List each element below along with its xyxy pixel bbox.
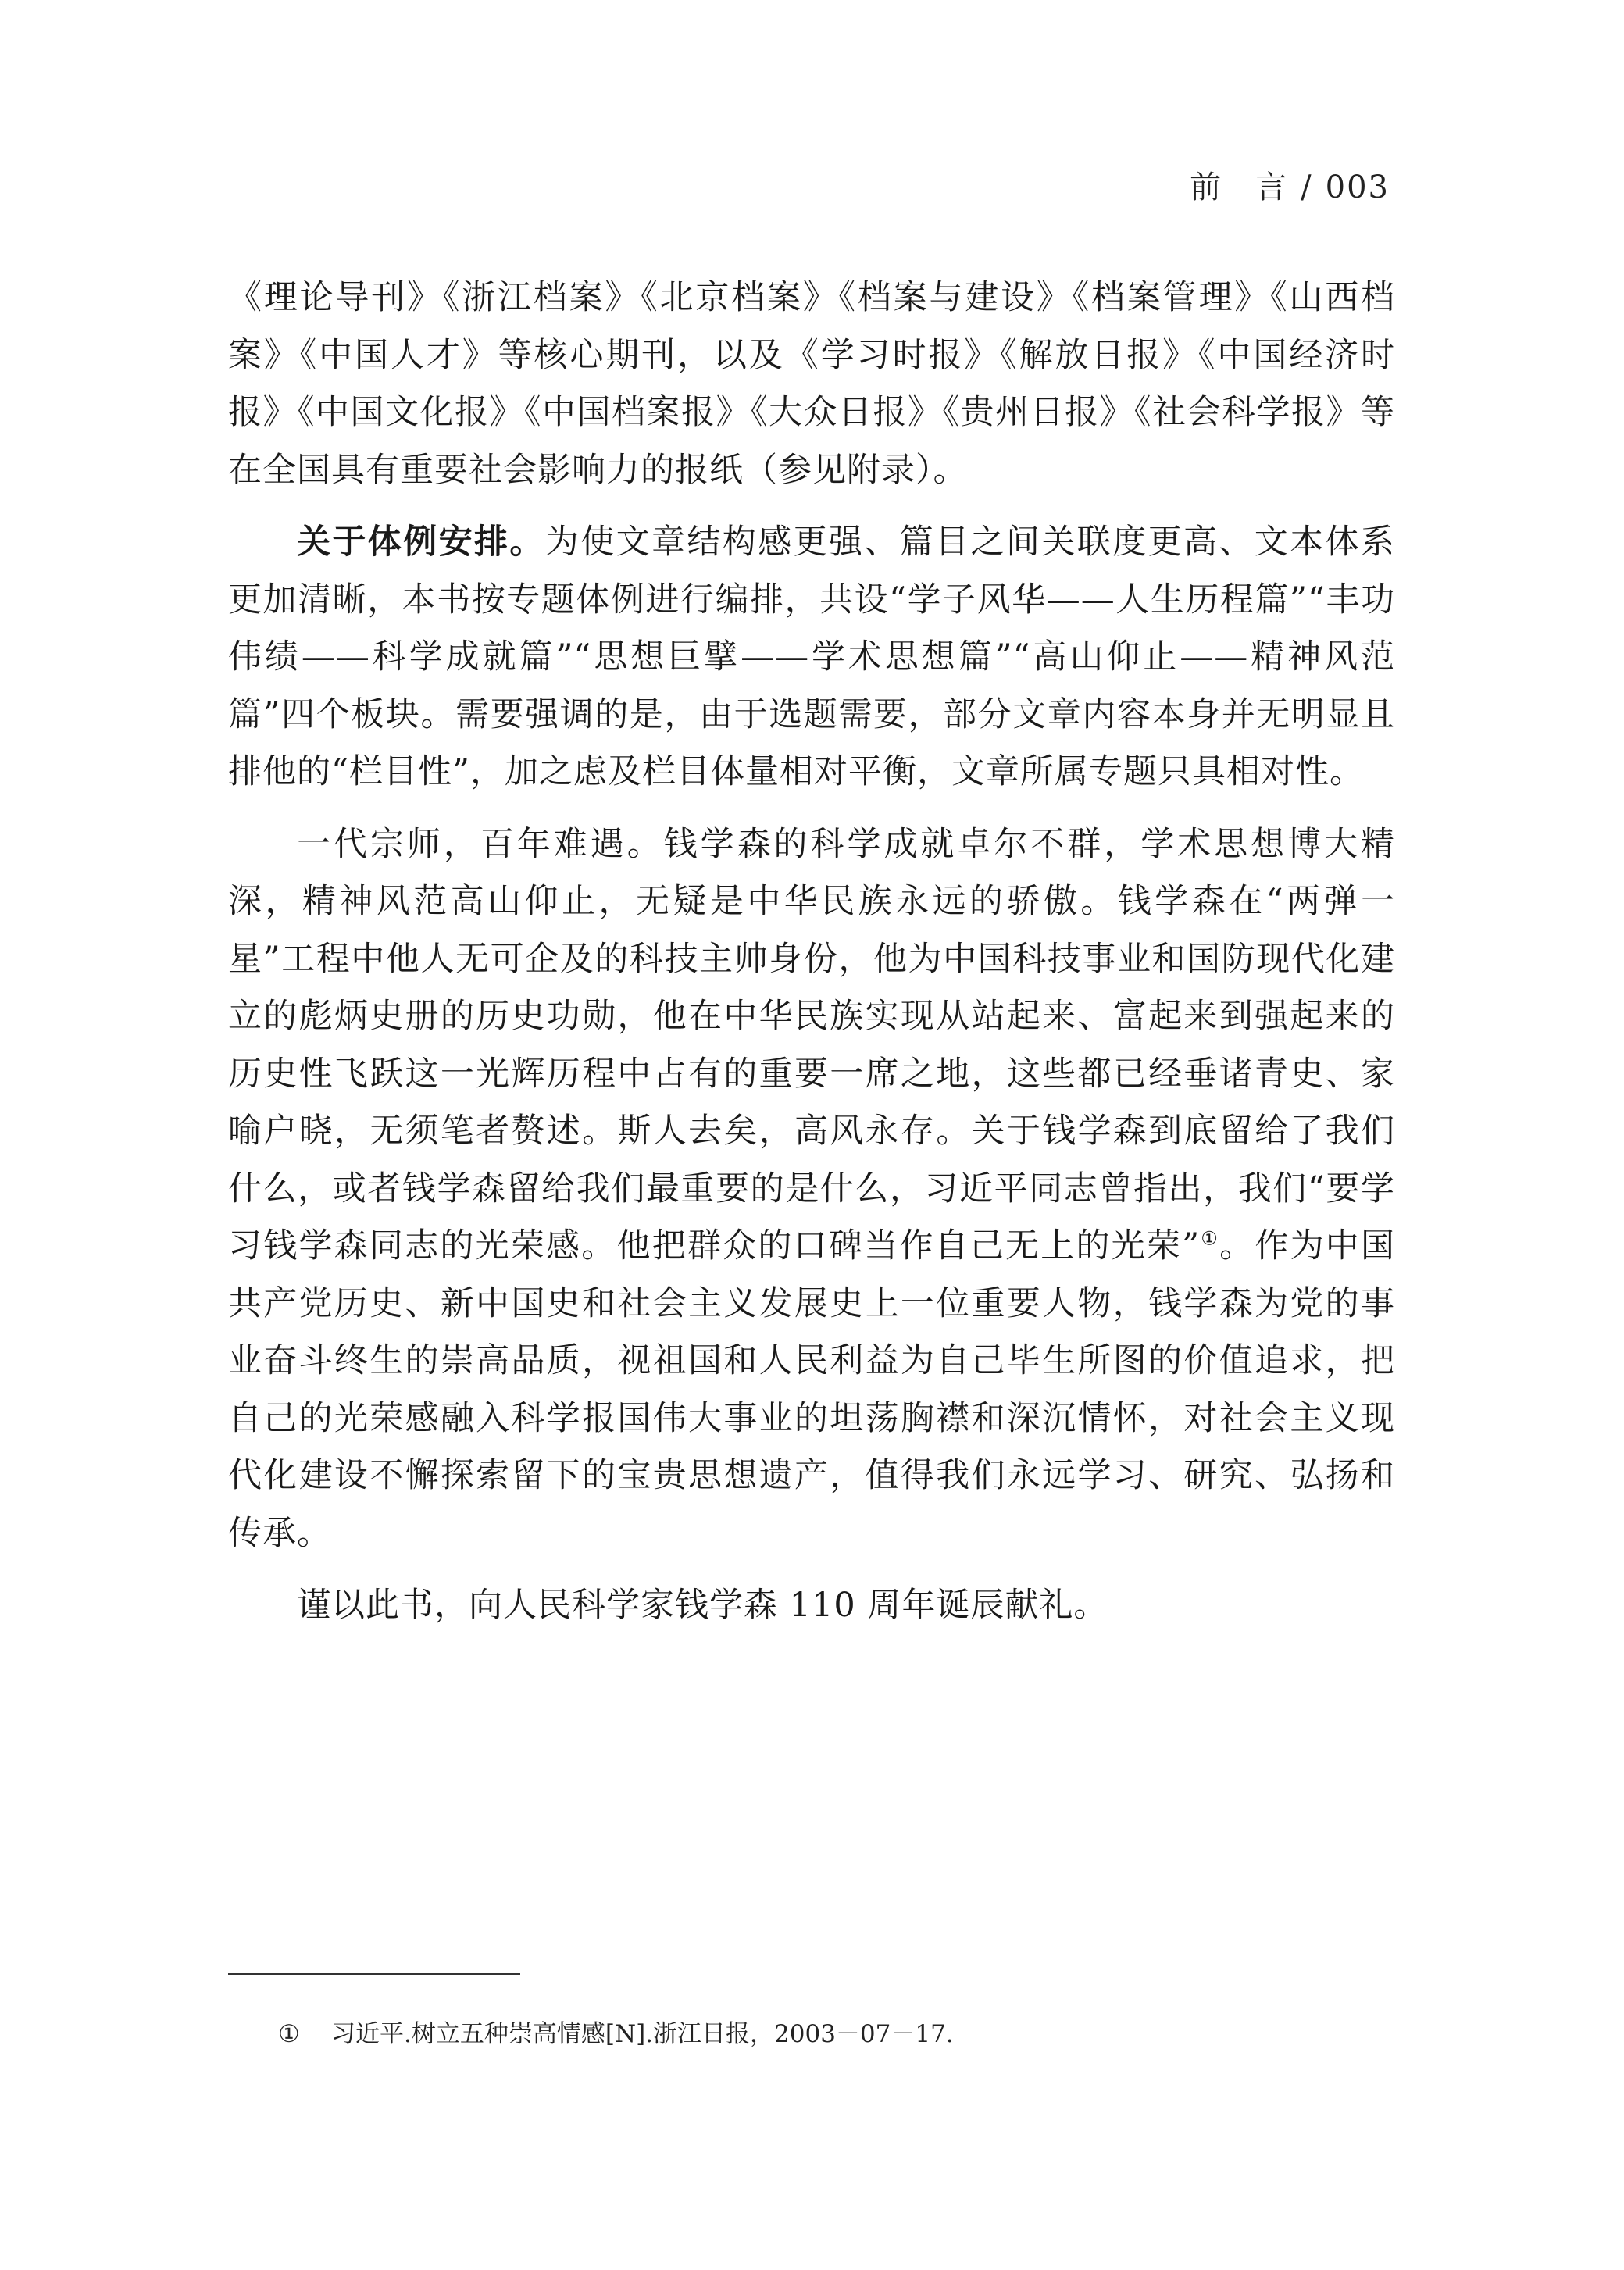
paragraph-3 xyxy=(228,816,1395,1563)
paragraph-4-text: 谨以此书，向人民科学家钱学森 110 周年诞辰献礼。 xyxy=(297,1586,1108,1625)
page-number: 003 xyxy=(1325,170,1390,205)
footnote-divider xyxy=(228,1973,520,1975)
body-text xyxy=(228,269,1395,1650)
footnote-mark: ① xyxy=(278,2020,300,2048)
paragraph-2-text: 为使文章结构感更强、篇目之间关联度更高、文本体系更加清晰，本书按专题体例进行编排，共设“学子风华——人生历程篇”“丰功伟绩——科学成就篇”“思想巨擘——学术思想篇”“高山仰止——精神风范篇”四个板块。需要强调的是，由于选题需要，部分文章内容本身并无明显且排他的“栏目性”，加之虑及栏目体量相对平衡，文章所属专题只具相对性。 xyxy=(228,523,1396,791)
footnote xyxy=(278,2014,954,2049)
paragraph-3-text-a: 一代宗师，百年难遇。钱学森的科学成就卓尔不群，学术思想博大精深，精神风范高山仰止，无疑是中华民族永远的骄傲。钱学森在“两弹一星”工程中他人无可企及的科技主帅身份，他为中国科技事业和国防现代化建立的彪炳史册的历史功勋，他在中华民族实现从站起来、富起来到强起来的历史性飞跃这一光辉历程中占有的重要一席之地，这些都已经垂诸青史、家喻户晓，无须笔者赘述。斯人去矣，高风永存。关于钱学森到底留给了我们什么，或者钱学森留给我们最重要的是什么，习近平同志曾指出，我们“要学习钱学森同志的光荣感。他把群众的口碑当作自己无上的光荣” xyxy=(228,824,1395,1265)
paragraph-2 xyxy=(228,514,1395,801)
paragraph-4 xyxy=(228,1577,1395,1635)
paragraph-3-text-b: 。作为中国共产党历史、新中国史和社会主义发展史上一位重要人物，钱学森为党的事业奋斗终生的崇高品质，视祖国和人民利益为自己毕生所图的价值追求，把自己的光荣感融入科学报国伟大事业的坦荡胸襟和深沉情怀，对社会主义现代化建设不懈探索留下的宝贵思想遗产，值得我们永远学习、研究、弘扬和传承。 xyxy=(228,1226,1396,1553)
footnote-reference[interactable]: ① xyxy=(1200,1227,1220,1250)
paragraph-1-text: 《理论导刊》《浙江档案》《北京档案》《档案与建设》《档案管理》《山西档案》《中国人才》等核心期刊，以及《学习时报》《解放日报》《中国经济时报》《中国文化报》《中国档案报》《大众日报》《贵州日报》《社会科学报》等在全国具有重要社会影响力的报纸（参见附录）。 xyxy=(228,278,1395,490)
running-head xyxy=(1190,162,1390,207)
paragraph-2-lead: 关于体例安排。 xyxy=(297,523,545,562)
footnote-text: 习近平.树立五种崇高情感[N].浙江日报，2003－07－17. xyxy=(331,2020,954,2048)
running-head-separator: / xyxy=(1301,170,1313,205)
paragraph-1 xyxy=(228,269,1395,499)
chapter-title: 前 言 xyxy=(1190,170,1289,205)
